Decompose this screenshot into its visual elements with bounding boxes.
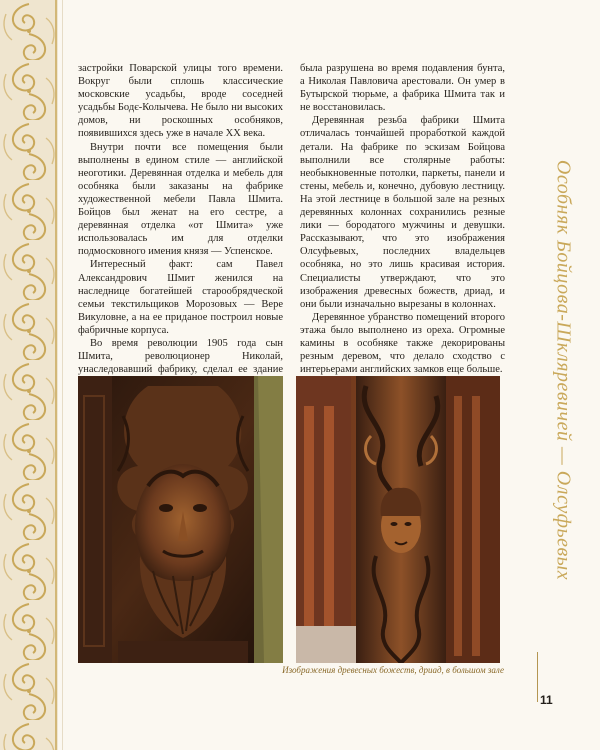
text-column-left — [78, 62, 283, 402]
text-column-right — [300, 62, 505, 376]
page-edge-rule — [62, 0, 63, 750]
carving-image — [296, 376, 500, 663]
photo-caption: Изображения древесных божеств, дриад, в большом зале — [282, 665, 504, 675]
paragraph: Деревянная резьба фабрики Шмита отличалась тончайшей проработкой каждой детали. На фабрике по эскизам Бойцова выполнили все столярные работы: необыкновенные потолки, паркеты, панели и стены, мебель и, конечно, дубовую лестницу. На этой лестнице в большой зале на резных деревянных колоннах сохранились резные лики — бородатого мужчины и девушки. Рассказывают, что это изображения Олсуфьевых, последних владельцев особняка, но это лишь красивая история. Специалисты утверждают, что это изображения древесных божеств, дриад, и они были изначально вырезаны в колоннах. — [300, 115, 505, 310]
paragraph: застройки Поварской улицы того времени. Вокруг были сплошь классические московские усадьбы, вроде соседней усадьбы Бодє-Колычева. Не было ни высоких домов, ни роскошных особняков, появившихся здесь уже в начале XX века. — [78, 63, 283, 140]
paragraph: Во время революции 1905 года сын Шмита, революционер Николай, унаследовавший фабрику, сделал ее здание — [78, 337, 283, 376]
paragraph: Интересный факт: сам Павел Александрович Шмит женился на наследнице богатейшей старообрядческой семьи текстильщиков Морозовых — Вере Викуловне, а на ее приданое построил новые фабричные корпуса. — [78, 259, 283, 336]
photo-carved-bearded-face — [78, 376, 283, 663]
paragraph: Деревянное убранство помещений второго этажа было выполнено из ореха. Огромные камины в особняке также декорированы резным деревом, что делало сходство с интерьерами английских замков еще больше. — [300, 311, 505, 376]
folio-divider — [537, 652, 538, 702]
page-number: 11 — [540, 693, 553, 707]
paragraph: была разрушена во время подавления бунта, а Николая Павловича арестовали. Он умер в Бутырской тюрьме, а фабрика Шмита так и не восстановилась. — [300, 63, 505, 114]
running-title-vertical — [533, 70, 593, 670]
running-title-text: Особняк Бойцова-Шкляревичей — Олсуфьевых — [552, 159, 575, 581]
photo-carved-column-maiden — [296, 376, 500, 663]
ornament-swirl-icon — [0, 0, 58, 750]
ornamental-border — [0, 0, 58, 750]
paragraph: Внутри почти все помещения были выполнены в едином стиле — английской неоготики. Деревянная отделка и мебель для особняка были заказаны на фабрике художественной мебели Павла Шмита. Бойцов был женат на его сестре, а деревянная отделка «от Шмита» уже использовалась им для отделки подмосковного имения князя — Успенское. — [78, 141, 283, 258]
carving-image — [78, 376, 283, 663]
